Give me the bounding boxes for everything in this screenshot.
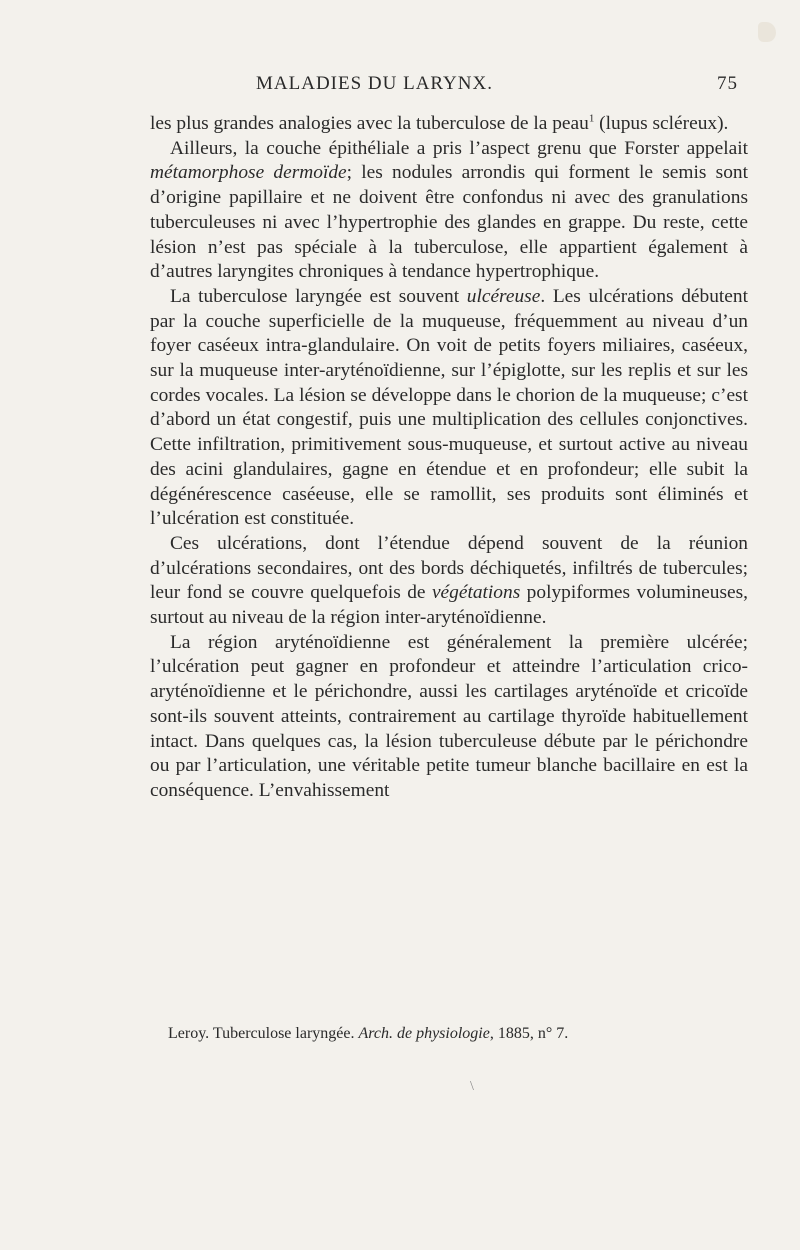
- text-run: (lupus scléreux).: [594, 113, 729, 134]
- text-run: Ces ulcérations, dont l’étendue dépend souvent de la réunion d’ulcérations secondaires, ont des bords déchiquetés, infiltrés de tubercules; leur fond se couvre quelquefois de: [150, 532, 748, 604]
- italic-term: ulcéreuse: [466, 285, 541, 307]
- page-number: 75: [717, 73, 738, 94]
- stray-mark: \: [470, 1079, 474, 1094]
- text-run: polypiformes volumineuses, surtout au niveau de la région inter-aryténoïdienne.: [150, 582, 748, 629]
- paragraph: [150, 137, 748, 285]
- running-head: [152, 73, 744, 99]
- text-run: Leroy. Tuberculose laryngée.: [168, 1025, 359, 1042]
- text-run: La région aryténoïdienne est généralement la première ulcérée; l’ulcération peut gagner en profondeur et atteindre l’articulation crico-aryténoïdienne et le périchondre, aussi les cartilages aryténoïde et cricoïde sont-ils souvent atteints, contrairement au cartilage thyroïde habituellement intact. Dans quelques cas, la lésion tuberculeuse débute par le périchondre ou par l’articulation, une véritable petite tumeur blanche bacillaire en est la conséquence. L’envahissement: [150, 631, 748, 801]
- text-run: Ailleurs, la couche épithéliale a pris l’aspect grenu que Forster appelait: [170, 137, 748, 159]
- text-run: La tuberculose laryngée est souvent: [170, 285, 467, 307]
- footnote-marker: 1: [588, 112, 595, 125]
- text-run: ; les nodules arrondis qui forment le semis sont d’origine papillaire et ne doivent être confondus ni avec des granulations tuberculeuses ni avec l’hypertrophie des glandes en grappe. Du reste, cette lésion n’est pas spéciale à la tuberculose, elle appartient également à d’autres laryngites chroniques à tendance hypertrophique.: [150, 162, 748, 283]
- body-text: [150, 112, 748, 804]
- text-run: , 1885, n° 7.: [489, 1025, 569, 1042]
- running-title: MALADIES DU LARYNX.: [256, 73, 493, 94]
- paragraph: [150, 631, 748, 804]
- text-run: les plus grandes analogies avec la tuberculose de la peau: [150, 113, 589, 134]
- italic-term: Arch. de physiologie: [358, 1025, 490, 1042]
- text-run: . Les ulcérations débutent par la couche superficielle de la muqueuse, fréquemment au niveau d’un foyer caséeux intra-glandulaire. On voit de petits foyers miliaires, caséeux, sur la muqueuse inter-aryténoïdienne, sur l’épiglotte, sur les replis et sur les cordes vocales. La lésion se développe dans le chorion de la muqueuse; c’est d’abord un état congestif, puis une multiplication des cellules conjonctives. Cette infiltration, primitivement sous-muqueuse, et surtout active au niveau des acini glandulaires, gagne en étendue et en profondeur; elle subit la dégénérescence caséeuse, elle se ramollit, ses produits sont éliminés et l’ulcération est constituée.: [150, 285, 748, 530]
- scan-speck: [758, 22, 776, 42]
- italic-term: végétations: [431, 582, 521, 604]
- paragraph: [150, 532, 748, 631]
- italic-term: métamorphose dermoïde: [150, 162, 347, 184]
- paragraph: [150, 285, 748, 532]
- paragraph: [150, 112, 748, 137]
- footnote: [168, 1024, 758, 1044]
